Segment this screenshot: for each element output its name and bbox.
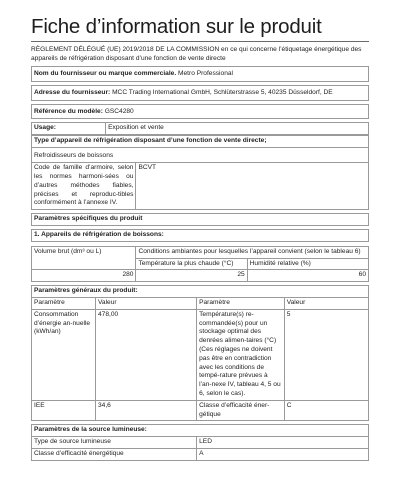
ambient-conditions-label: Conditions ambiantes pour lesquelles l’appareil convient (selon le tableau 6) [136,246,369,258]
supplier-value: Metro Professional [178,70,233,77]
light-class-label: Classe d’efficacité énergétique [32,449,197,461]
col-value-header-2: Valeur [284,298,368,310]
light-type-label: Type de source lumineuse [32,437,197,449]
family-code-label: Code de famille d’armoire, selon les normes harmoni-sées ou d’autres méthodes fiables, précises et reproduc-tibles conformément à l’annexe IV. [32,163,136,210]
iee-label: IEE [32,400,96,421]
recommended-temp-value: 5 [284,309,368,400]
light-source-table [31,424,369,460]
col-value-header: Valeur [96,298,197,310]
family-code-value: BCVT [136,163,369,210]
appliance-type-table [31,135,369,242]
volume-value: 280 [32,270,136,282]
humidity-label: Humidité relative (%) [247,258,368,270]
consumption-value: 478,00 [96,309,197,400]
energy-class-label: Classe d’efficacité éner-gétique [197,400,285,421]
address-label: Adresse du fournisseur: [34,88,111,96]
drinks-table [31,246,369,282]
energy-class-value: C [284,400,368,421]
warmest-temp-label: Température la plus chaude (°C) [136,258,247,270]
model-label: Référence du modèle: [34,107,103,115]
supplier-label: Nom du fournisseur ou marque commerciale. [34,70,177,77]
address-value: MCC Trading International GmbH, Schlüterstrasse 5, 40235 Düsseldorf, DE [112,88,333,96]
recommended-temp-label: Température(s) re-commandée(s) pour un stockage optimal des denrées alimen-taires (°C) (Ces réglages ne doivent pas être en contradiction avec les conditions de tempé-rature prévues à l’an-nexe IV, tableau 4, 5 ou 6, selon le cas). [197,309,285,400]
usage-value: Exposition et vente [106,123,369,135]
appliance-category: Refroidisseurs de boissons [32,151,369,162]
light-source-label: Paramètres de la source lumineuse: [32,425,369,437]
product-info-sheet [31,14,369,461]
volume-label: Volume brut (dm³ ou L) [32,246,136,270]
col-param-header: Paramètre [32,298,96,310]
regulation-text: RÈGLEMENT DÉLÉGUÉ (UE) 2019/2018 DE LA COMMISSION en ce qui concerne l’étiquetage énergétique des appareils de réfrigération disposant d’une fonction de vente directe [31,46,362,62]
model-row [32,104,369,119]
col-param-header-2: Paramètre [197,298,285,310]
address-row [32,85,369,100]
info-table-top [31,66,369,135]
drinks-section-label: 1. Appareils de réfrigération de boissons: [32,230,369,242]
title-divider [31,41,369,42]
appliance-type-label: Type d’appareil de réfrigération disposant d’une fonction de vente directe; [32,136,369,148]
light-type-value: LED [197,437,369,449]
specific-params-label: Paramètres spécifiques du produit [32,214,369,226]
model-value: GSC4280 [104,107,134,115]
general-params-label: Paramètres généraux du produit: [32,286,369,298]
humidity-value: 60 [247,270,368,282]
warmest-temp-value: 25 [136,270,247,282]
usage-label: Usage: [32,123,106,135]
consumption-label: Consommation d’énergie an-nuelle (kWh/an) [32,309,96,400]
page-title: Fiche d’information sur le produit [31,15,322,38]
light-class-value: A [197,449,369,461]
iee-value: 34,6 [96,400,197,421]
general-params-table [31,285,369,421]
supplier-row [32,67,369,82]
